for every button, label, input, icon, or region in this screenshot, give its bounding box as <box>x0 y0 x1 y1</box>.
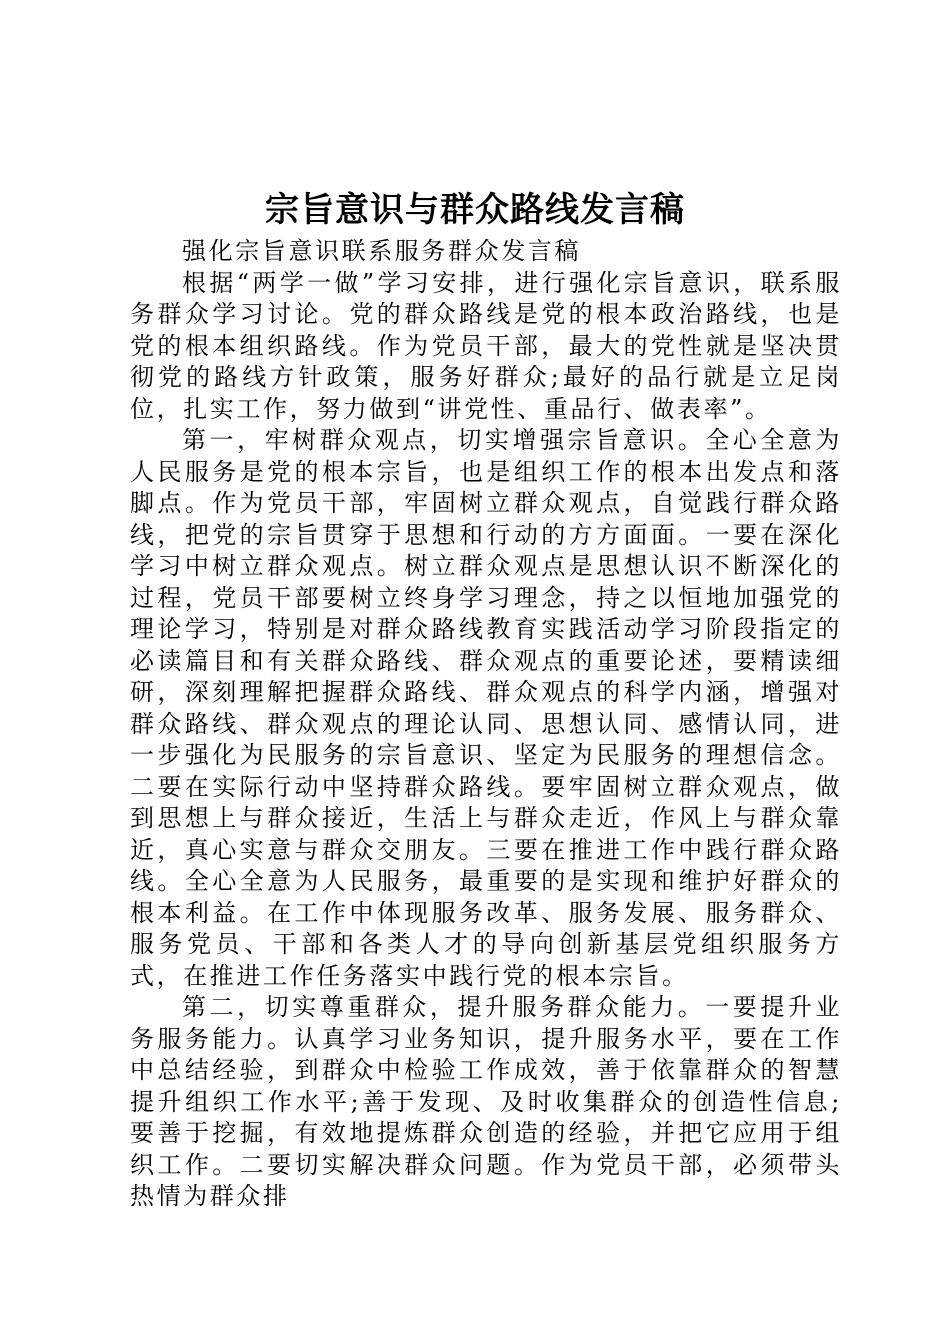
paragraph-second-point: 第二，切实尊重群众，提升服务群众能力。一要提升业务服务能力。认真学习业务知识，提升服务水平，要在工作中总结经验，到群众中检验工作成效，善于依靠群众的智慧提升组织工作水平;善于发现、及时收集群众的创造性信息;要善于挖掘，有效地提炼群众创造的经验，并把它应用于组织工作。二要切实解决群众问题。作为党员干部，必须带头热情为群众排 <box>130 993 842 1210</box>
document-title: 宗旨意识与群众路线发言稿 <box>265 190 685 230</box>
document-subtitle: 强化宗旨意识联系服务群众发言稿 <box>182 237 581 265</box>
document-body <box>130 236 842 1213</box>
paragraph-first-point: 第一，牢树群众观点，切实增强宗旨意识。全心全意为人民服务是党的根本宗旨，也是组织工作的根本出发点和落脚点。作为党员干部，牢固树立群众观点，自觉践行群众路线，把党的宗旨贯穿于思想和行动的方方面面。一要在深化学习中树立群众观点。树立群众观点是思想认识不断深化的过程，党员干部要树立终身学习理念，持之以恒地加强党的理论学习，特别是对群众路线教育实践活动学习阶段指定的必读篇目和有关群众路线、群众观点的重要论述，要精读细研，深刻理解把握群众路线、群众观点的科学内涵，增强对群众路线、群众观点的理论认同、思想认同、感情认同，进一步强化为民服务的宗旨意识、坚定为民服务的理想信念。二要在实际行动中坚持群众路线。要牢固树立群众观点，做到思想上与群众接近，生活上与群众走近，作风上与群众靠近，真心实意与群众交朋友。三要在推进工作中践行群众路线。全心全意为人民服务，最重要的是实现和维护好群众的根本利益。在工作中体现服务改革、服务发展、服务群众、服务党员、干部和各类人才的导向创新基层党组织服务方式，在推进工作任务落实中践行党的根本宗旨。 <box>130 426 842 990</box>
paragraph-intro: 根据“两学一做”学习安排，进行强化宗旨意识，联系服务群众学习讨论。党的群众路线是党的根本政治路线，也是党的根本组织路线。作为党员干部，最大的党性就是坚决贯彻党的路线方针政策，服务好群众;最好的品行就是立足岗位，扎实工作，努力做到“讲党性、重品行、做表率”。 <box>130 268 842 423</box>
